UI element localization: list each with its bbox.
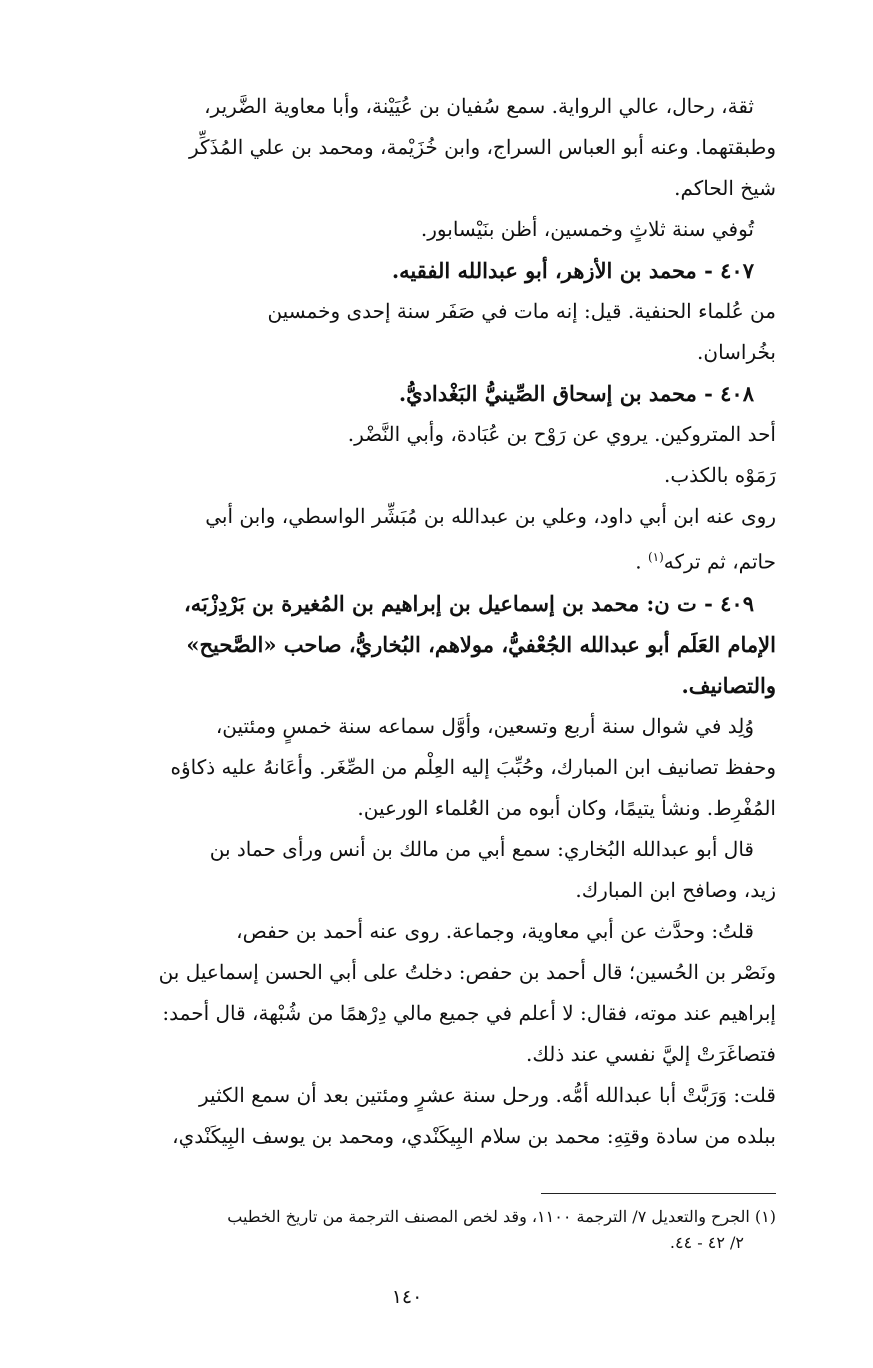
text-line: تُوفي سنة ثلاثٍ وخمسين، أظن بنَيْسابور. xyxy=(420,217,754,241)
book-page xyxy=(38,86,776,1326)
page-number: ١٤٠ xyxy=(391,1286,423,1308)
entry-heading-409-cont: الإمام العَلَم أبو عبدالله الجُعْفيُّ، مولاهم، البُخاريُّ، صاحب «الصَّحيح» xyxy=(186,631,776,657)
footnotes xyxy=(38,1204,776,1256)
text-line: من عُلماء الحنفية. قيل: إنه مات في صَفَر سنة إحدى وخمسين xyxy=(267,299,776,323)
text-segment: حاتم، ثم تركه xyxy=(663,549,776,574)
text-line: بخُراسان. xyxy=(697,340,776,364)
body-text xyxy=(38,86,776,1157)
text-line: قال أبو عبدالله البُخاري: سمع أبي من مالك بن أنس ورأى حماد بن xyxy=(209,836,754,861)
text-segment: . xyxy=(635,549,642,574)
entry-heading-408: ٤٠٨ - محمد بن إسحاق الصِّينيُّ البَغْداديُّ. xyxy=(398,381,754,406)
text-line: وحفظ تصانيف ابن المبارك، وحُبِّبَ إليه العِلْم من الصِّغَر. وأعَانهُ عليه ذكاؤه xyxy=(170,754,776,779)
text-line: ونَصْر بن الحُسين؛ قال أحمد بن حفص: دخلتُ على أبي الحسن إسماعيل بن xyxy=(158,959,776,984)
text-line: قلتُ: وحدَّث عن أبي معاوية، وجماعة. روى عنه أحمد بن حفص، xyxy=(236,918,754,943)
text-line xyxy=(38,537,776,583)
text-line: وطبقتهما. وعنه أبو العباس السراج، وابن خُزَيْمة، ومحمد بن علي المُذَكِّر xyxy=(188,135,776,159)
text-line: فتصاغَرَتْ إليَّ نفسي عند ذلك. xyxy=(526,1041,776,1066)
entry-heading-409: ٤٠٩ - ت ن: محمد بن إسماعيل بن إبراهيم بن المُغيرة بن بَرْدِزْبَه، xyxy=(184,590,754,616)
footnote-marker: (١) xyxy=(647,550,664,564)
text-line: قلت: وَرَبَّتْ أبا عبدالله أمُّه. ورحل سنة عشرٍ ومئتين بعد أن سمع الكثير xyxy=(199,1082,776,1107)
text-line: رَمَوْه بالكذب. xyxy=(663,463,776,487)
text-line: زيد، وصافح ابن المبارك. xyxy=(575,877,776,902)
text-line: وُلِد في شوال سنة أربع وتسعين، وأوَّل سماعه سنة خمسٍ ومئتين، xyxy=(215,713,754,738)
entry-heading-407: ٤٠٧ - محمد بن الأزهر، أبو عبدالله الفقيه. xyxy=(391,258,754,283)
text-line: المُفْرِط. ونشأ يتيمًا، وكان أبوه من العُلماء الورعين. xyxy=(357,795,776,820)
text-line: أحد المتروكين. يروي عن رَوْح بن عُبَادة، وأبي النَّضْر. xyxy=(347,422,776,446)
text-line: ببلده من سادة وقتِهِ: محمد بن سلام البِيكَنْدي، ومحمد بن يوسف البِيكَنْدي، xyxy=(172,1123,776,1148)
footnote-line: ٢/ ٤٢ - ٤٤. xyxy=(669,1233,744,1252)
text-line: ثقة، رحال، عالي الرواية. سمع سُفيان بن عُيَيْنة، وأبا معاوية الضَّرير، xyxy=(204,94,754,118)
text-line: إبراهيم عند موته، فقال: لا أعلم في جميع مالي دِرْهمًا من شُبْهة، قال أحمد: xyxy=(162,1000,776,1025)
footnote-separator xyxy=(541,1193,776,1194)
text-line: شيخ الحاكم. xyxy=(674,176,776,200)
entry-heading-409-cont: والتصانيف. xyxy=(681,672,776,698)
text-line: روى عنه ابن أبي داود، وعلي بن عبدالله بن مُبَشِّر الواسطي، وابن أبي xyxy=(205,504,776,528)
footnote-line: (١) الجرح والتعديل ٧/ الترجمة ١١٠٠، وقد لخص المصنف الترجمة من تاريخ الخطيب xyxy=(227,1207,776,1226)
